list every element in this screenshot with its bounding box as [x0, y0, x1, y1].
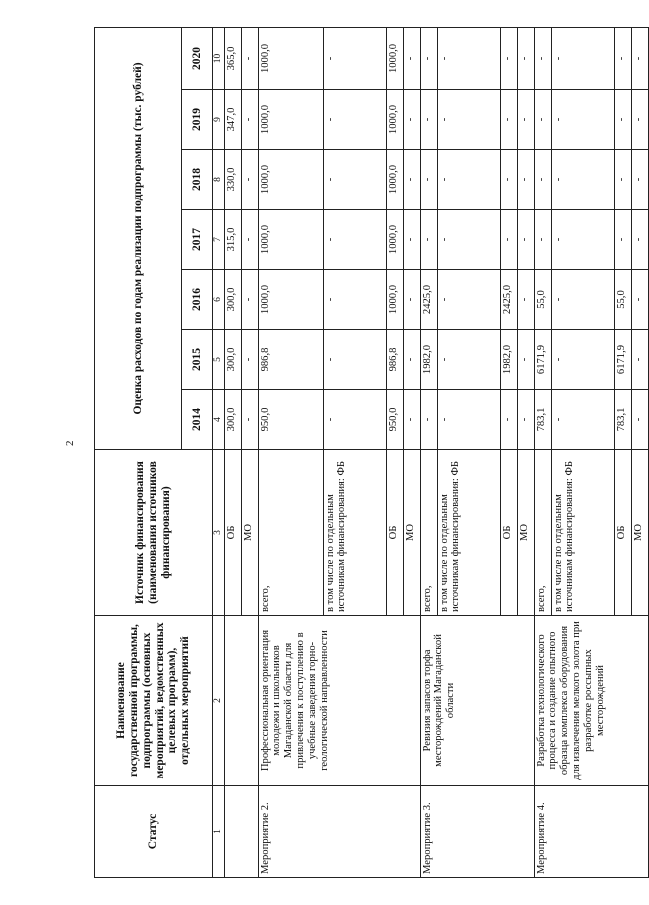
value-cell: - [500, 90, 517, 150]
value-cell: - [241, 270, 258, 330]
value-cell: - [517, 27, 534, 89]
value-cell: - [420, 390, 437, 450]
value-cell: 300,0 [224, 330, 241, 390]
name-cell: Разработка технологического процесса и создание опытного образца комплекса оборудования для извлечения мелкого золота при разработке россыпных месторождений [534, 616, 648, 786]
value-cell: 1000,0 [386, 150, 403, 210]
value-cell: - [323, 210, 386, 270]
column-index: 5 [213, 330, 225, 390]
page-number: 2 [64, 440, 76, 446]
value-cell: - [534, 27, 551, 89]
value-cell: - [323, 330, 386, 390]
value-cell: - [517, 330, 534, 390]
table-row [224, 27, 241, 877]
value-cell: 1000,0 [386, 210, 403, 270]
value-cell: 1982,0 [500, 330, 517, 390]
header-year: 2017 [182, 210, 213, 270]
header-year: 2020 [182, 27, 213, 89]
value-cell: - [403, 390, 420, 450]
header-spend: Оценка расходов по годам реализации подпрограммы (тыс. рублей) [95, 27, 182, 449]
header-source: Источник финансирования (наименования источников финансирования) [95, 450, 213, 616]
value-cell: - [517, 150, 534, 210]
header-year: 2014 [182, 390, 213, 450]
value-cell: - [631, 270, 648, 330]
value-cell: - [631, 27, 648, 89]
value-cell: - [614, 27, 631, 89]
value-cell: - [420, 27, 437, 89]
source-cell: ОБ [386, 450, 403, 616]
value-cell: - [403, 27, 420, 89]
value-cell: 1000,0 [386, 90, 403, 150]
value-cell: - [403, 270, 420, 330]
source-cell: МО [403, 450, 420, 616]
value-cell: 1000,0 [258, 150, 323, 210]
value-cell: 783,1 [614, 390, 631, 450]
source-cell: в том числе по отдельным источникам финансирования: ФБ [551, 450, 614, 616]
name-cell [224, 616, 258, 786]
value-cell: 365,0 [224, 27, 241, 89]
value-cell: - [500, 390, 517, 450]
source-cell: ОБ [224, 450, 241, 616]
header-year: 2015 [182, 330, 213, 390]
value-cell: - [437, 90, 500, 150]
value-cell: - [437, 27, 500, 89]
value-cell: 783,1 [534, 390, 551, 450]
source-cell: МО [241, 450, 258, 616]
value-cell: 1000,0 [258, 90, 323, 150]
value-cell: - [500, 150, 517, 210]
column-index: 7 [213, 210, 225, 270]
value-cell: - [517, 390, 534, 450]
value-cell: - [631, 210, 648, 270]
financing-table [94, 27, 649, 878]
value-cell: - [551, 150, 614, 210]
value-cell: 1000,0 [258, 210, 323, 270]
table-body [224, 27, 648, 877]
column-index: 1 [213, 786, 225, 878]
value-cell: - [241, 330, 258, 390]
value-cell: 330,0 [224, 150, 241, 210]
source-cell: всего, [420, 450, 437, 616]
column-index: 10 [213, 27, 225, 89]
table-row [420, 27, 437, 877]
source-cell: в том числе по отдельным источникам финансирования: ФБ [323, 450, 386, 616]
header-year: 2019 [182, 90, 213, 150]
header-status: Статус [95, 786, 213, 878]
value-cell: 347,0 [224, 90, 241, 150]
value-cell: - [323, 27, 386, 89]
table-row [258, 27, 323, 877]
value-cell: - [323, 150, 386, 210]
value-cell: - [614, 150, 631, 210]
source-cell: всего, [258, 450, 323, 616]
value-cell: - [437, 270, 500, 330]
value-cell: 55,0 [614, 270, 631, 330]
value-cell: - [534, 210, 551, 270]
value-cell: - [437, 150, 500, 210]
value-cell: - [323, 270, 386, 330]
value-cell: 6171,9 [614, 330, 631, 390]
value-cell: 950,0 [386, 390, 403, 450]
value-cell: - [517, 90, 534, 150]
value-cell: - [323, 90, 386, 150]
value-cell: - [631, 150, 648, 210]
value-cell: - [551, 90, 614, 150]
value-cell: - [551, 390, 614, 450]
value-cell: - [420, 210, 437, 270]
column-index: 6 [213, 270, 225, 330]
status-cell: Мероприятие 4. [534, 786, 648, 878]
column-index: 8 [213, 150, 225, 210]
value-cell: 2425,0 [500, 270, 517, 330]
value-cell: 6171,9 [534, 330, 551, 390]
value-cell: 315,0 [224, 210, 241, 270]
value-cell: - [614, 210, 631, 270]
value-cell: - [500, 210, 517, 270]
value-cell: 950,0 [258, 390, 323, 450]
source-cell: в том числе по отдельным источникам финансирования: ФБ [437, 450, 500, 616]
value-cell: - [241, 210, 258, 270]
source-cell: ОБ [614, 450, 631, 616]
value-cell: - [403, 210, 420, 270]
value-cell: 300,0 [224, 390, 241, 450]
value-cell: - [517, 270, 534, 330]
value-cell: - [437, 330, 500, 390]
source-cell: ОБ [500, 450, 517, 616]
status-cell [224, 786, 258, 878]
value-cell: - [241, 90, 258, 150]
value-cell: - [437, 390, 500, 450]
value-cell: - [631, 90, 648, 150]
column-index: 9 [213, 90, 225, 150]
value-cell: - [551, 210, 614, 270]
value-cell: - [420, 90, 437, 150]
value-cell: 2425,0 [420, 270, 437, 330]
value-cell: - [551, 270, 614, 330]
source-cell: МО [631, 450, 648, 616]
status-cell: Мероприятие 3. [420, 786, 534, 878]
value-cell: 1000,0 [258, 270, 323, 330]
value-cell: - [403, 90, 420, 150]
table-row [534, 27, 551, 877]
value-cell: 1000,0 [386, 270, 403, 330]
value-cell: - [437, 210, 500, 270]
value-cell: - [241, 390, 258, 450]
value-cell: 1000,0 [258, 27, 323, 89]
value-cell: - [534, 90, 551, 150]
value-cell: - [500, 27, 517, 89]
value-cell: - [517, 210, 534, 270]
value-cell: - [420, 150, 437, 210]
status-cell: Мероприятие 2. [258, 786, 420, 878]
financing-table-sheet [94, 28, 648, 878]
value-cell: 55,0 [534, 270, 551, 330]
value-cell: 986,8 [258, 330, 323, 390]
column-index: 3 [213, 450, 225, 616]
value-cell: - [551, 27, 614, 89]
value-cell: 986,8 [386, 330, 403, 390]
value-cell: - [631, 390, 648, 450]
header-name: Наименование государственной программы, подпрограммы (основных мероприятий, ведомственных целевых программ), отдельных мероприятий [95, 616, 213, 786]
value-cell: 1982,0 [420, 330, 437, 390]
source-cell: всего, [534, 450, 551, 616]
value-cell: 300,0 [224, 270, 241, 330]
value-cell: - [534, 150, 551, 210]
value-cell: - [323, 390, 386, 450]
value-cell: - [614, 90, 631, 150]
name-cell: Ревизия запасов торфа месторождений Магаданской области [420, 616, 534, 786]
value-cell: - [631, 330, 648, 390]
name-cell: Профессиональная ориентация молодежи и школьников Магаданской области для привлечения к поступлению в учебные заведения горно-геологической направленности [258, 616, 420, 786]
column-index: 2 [213, 616, 225, 786]
source-cell: МО [517, 450, 534, 616]
column-index: 4 [213, 390, 225, 450]
value-cell: - [241, 27, 258, 89]
header-year: 2018 [182, 150, 213, 210]
value-cell: - [241, 150, 258, 210]
value-cell: - [403, 330, 420, 390]
value-cell: 1000,0 [386, 27, 403, 89]
value-cell: - [403, 150, 420, 210]
header-year: 2016 [182, 270, 213, 330]
value-cell: - [551, 330, 614, 390]
